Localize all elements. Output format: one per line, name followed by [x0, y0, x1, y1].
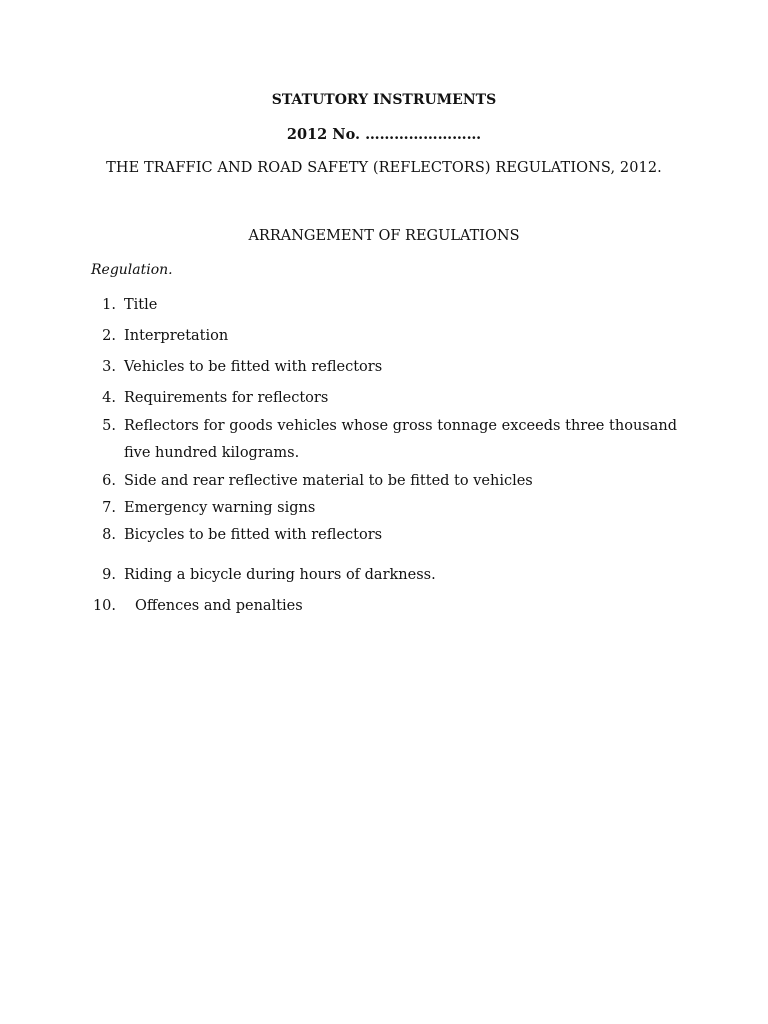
toc-item-number: 8. — [102, 527, 116, 543]
toc-item-text: Bicycles to be fitted with reflectors — [124, 527, 383, 543]
arrangement-heading: ARRANGEMENT OF REGULATIONS — [248, 228, 520, 244]
regulations-title: THE TRAFFIC AND ROAD SAFETY (REFLECTORS) REGULATIONS, 2012. — [106, 160, 662, 176]
toc-item-number: 6. — [102, 473, 116, 489]
toc-item-number: 10. — [92, 598, 116, 614]
toc-item-number: 5. — [102, 418, 116, 434]
toc-item-text: Interpretation — [124, 328, 229, 344]
toc-item-text: Requirements for reflectors — [124, 390, 329, 406]
toc-item-text: Side and rear reflective material to be fitted to vehicles — [124, 473, 533, 489]
document-heading: STATUTORY INSTRUMENTS — [271, 92, 497, 108]
toc-item-number: 7. — [102, 500, 116, 516]
instrument-number: 2012 No. …………………… — [286, 126, 482, 143]
toc-item-text: Vehicles to be fitted with reflectors — [124, 359, 383, 375]
toc-item-text: Riding a bicycle during hours of darkness. — [124, 567, 436, 583]
regulation-column-label: Regulation. — [91, 262, 173, 278]
toc-item-text: Offences and penalties — [135, 598, 303, 614]
toc-item-text: Title — [124, 297, 158, 313]
toc-item-number: 9. — [102, 567, 116, 583]
toc-item-number: 3. — [102, 359, 116, 375]
toc-item-number: 4. — [102, 390, 116, 406]
toc-item-number: 2. — [102, 328, 116, 344]
toc-item-number: 1. — [102, 297, 116, 313]
toc-item-text: Emergency warning signs — [124, 500, 316, 516]
toc-item-text: Reflectors for goods vehicles whose gross tonnage exceeds three thousand five hundred kilograms. — [124, 418, 677, 461]
